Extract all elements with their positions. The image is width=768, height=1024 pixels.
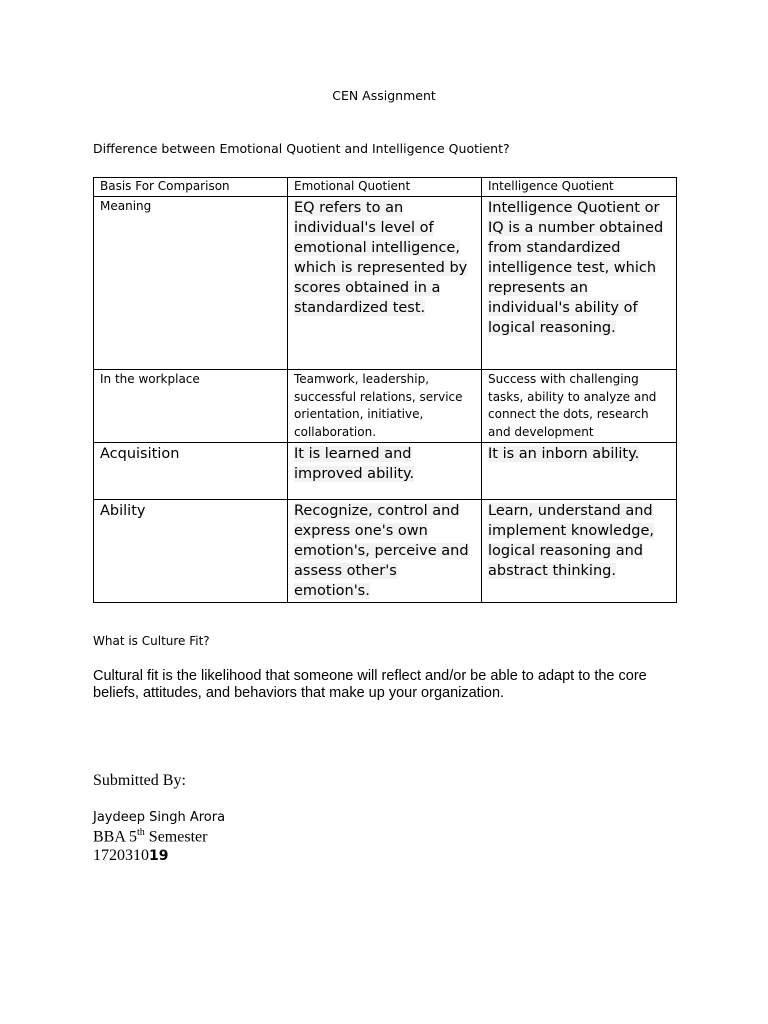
roll-number [93, 847, 168, 865]
cell-text: It is an inborn ability. [488, 446, 640, 462]
cell-text: Recognize, control and express one's own emotion's, perceive and assess other's emotion's. [294, 503, 469, 599]
course-sup: th [137, 827, 145, 838]
cell-eq-acquisition [288, 443, 482, 500]
document-title: CEN Assignment [332, 88, 436, 103]
table-row [94, 443, 677, 500]
table-row [94, 370, 677, 443]
roll-bold: 19 [149, 848, 169, 864]
question-eq-vs-iq: Difference between Emotional Quotient and Intelligence Quotient? [93, 141, 510, 156]
culture-fit-answer: Cultural fit is the likelihood that someone will reflect and/or be able to adapt to the core beliefs, attitudes, and behaviors that make up your organization. [93, 668, 647, 701]
header-emotional-quotient: Emotional Quotient [288, 178, 482, 197]
course-suffix: Semester [144, 828, 208, 846]
cell-iq-meaning [482, 197, 677, 370]
row-label-workplace: In the workplace [94, 370, 288, 443]
cell-eq-ability [288, 500, 482, 603]
roll-prefix: 1720310 [93, 847, 149, 864]
cell-iq-ability [482, 500, 677, 603]
cell-iq-acquisition [482, 443, 677, 500]
cell-text: It is learned and improved ability. [294, 446, 415, 482]
header-basis: Basis For Comparison [94, 178, 288, 197]
course-semester [93, 827, 207, 846]
comparison-table [93, 177, 677, 603]
cell-eq-workplace: Teamwork, leadership, successful relations, service orientation, initiative, collaboration. [288, 370, 482, 443]
student-name: Jaydeep Singh Arora [93, 810, 226, 825]
course-prefix: BBA 5 [93, 828, 138, 846]
table-row [94, 197, 677, 370]
table-row [94, 500, 677, 603]
cell-text: Learn, understand and implement knowledge, logical reasoning and abstract thinking. [488, 503, 655, 579]
cell-text: EQ refers to an individual's level of emotional intelligence, which is represented by scores obtained in a standardized test. [294, 200, 468, 316]
header-intelligence-quotient: Intelligence Quotient [482, 178, 677, 197]
row-label-acquisition: Acquisition [94, 443, 288, 500]
submitted-by-label: Submitted By: [93, 772, 186, 789]
row-label-ability: Ability [94, 500, 288, 603]
question-culture-fit: What is Culture Fit? [93, 634, 210, 648]
cell-eq-meaning [288, 197, 482, 370]
table-header-row [94, 178, 677, 197]
cell-iq-workplace: Success with challenging tasks, ability to analyze and connect the dots, research and development [482, 370, 677, 443]
cell-text: Intelligence Quotient or IQ is a number obtained from standardized intelligence test, which represents an individual's ability of logical reasoning. [488, 200, 664, 336]
row-label-meaning: Meaning [94, 197, 288, 370]
